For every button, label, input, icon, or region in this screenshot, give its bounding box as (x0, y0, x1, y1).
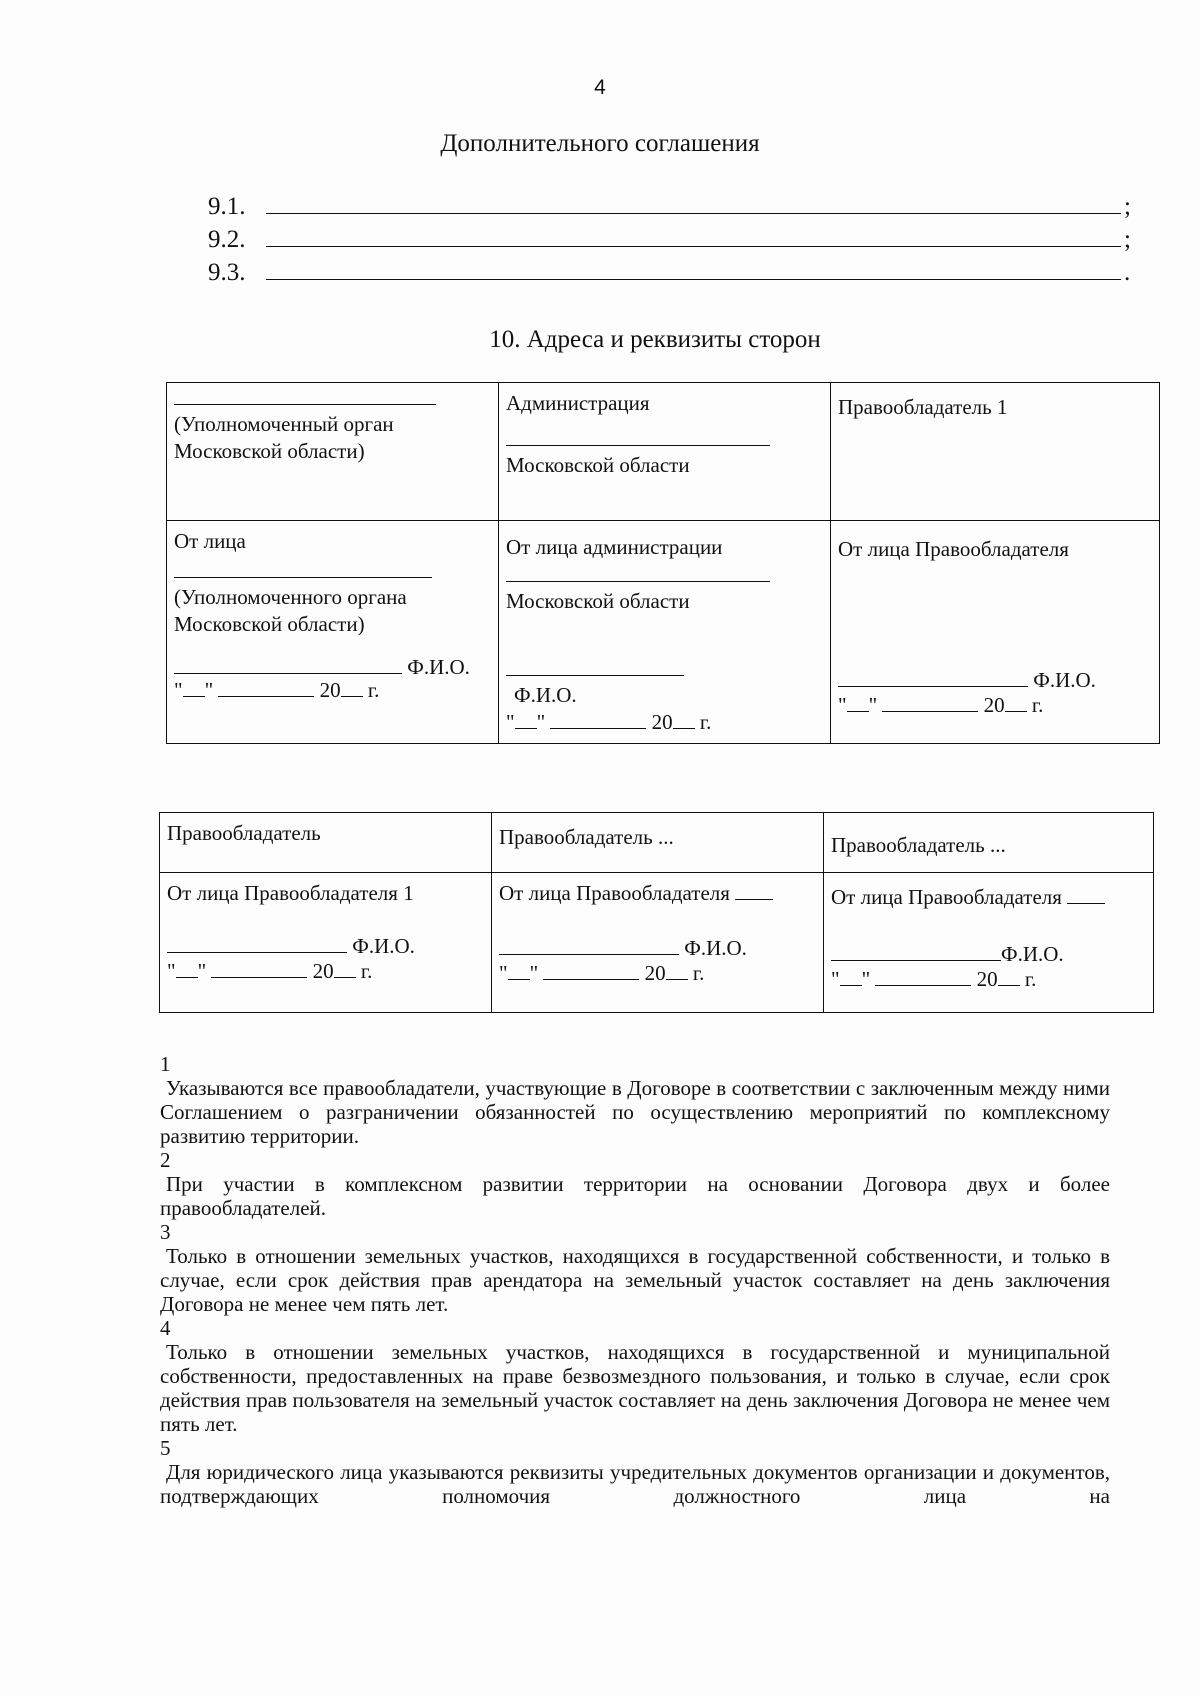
on-behalf-label: От лица (174, 529, 246, 553)
section-title: 10. Адреса и реквизиты сторон (489, 326, 821, 353)
cell-administration-signature (499, 521, 831, 744)
list-item (208, 221, 1138, 254)
fio-label: Ф.И.О. (1033, 668, 1096, 692)
footnote-number: 3 (160, 1220, 171, 1244)
rightholder-label: Правообладатель 1 (838, 395, 1008, 419)
fio-label: Ф.И.О. (514, 683, 577, 707)
footnotes (160, 1052, 1110, 1508)
list-item (208, 254, 1138, 287)
signature-row (499, 935, 816, 962)
signature-row (838, 667, 1152, 694)
blank-line (506, 445, 770, 446)
on-behalf-admin-label: От лица администрации (506, 535, 723, 559)
blank-line (174, 404, 436, 405)
on-behalf-rightholder-label: От лица Правообладателя (838, 537, 1069, 561)
item-number: 9.3. (208, 259, 246, 286)
footnote-text: Только в отношении земельных участков, находящихся в государственной собственности, и только в случае, если срок действия прав арендатора на земельный участок составляет на день заключения Договора не менее чем пять лет. (160, 1244, 1110, 1316)
date-row: " " 20 г. (167, 959, 373, 983)
item-end: ; (1124, 193, 1131, 220)
footnote-text: При участии в комплексном развитии территории на основании Договора двух и более правообладателей. (160, 1172, 1110, 1220)
footnote-number: 1 (160, 1052, 171, 1076)
date-row: " " 20 г. (499, 961, 705, 985)
cell-rightholder-header: Правообладатель ... (824, 813, 1154, 873)
cell-rightholder-1 (831, 383, 1160, 521)
authority-org-label: (Уполномоченного органа Московской области) (174, 585, 407, 636)
footnote-number: 5 (160, 1436, 171, 1460)
footnote-text: Только в отношении земельных участков, находящихся в государственной и муниципальной собственности, предоставленных на праве безвозмездного пользования, и только в случае, если срок действия прав пользователя на земельный участок составляет на день заключения Договора не менее чем пять лет. (160, 1340, 1110, 1436)
blank-line (266, 246, 1121, 247)
fio-label: Ф.И.О. (407, 655, 470, 679)
cell-rightholder-header: Правообладатель ... (492, 813, 824, 873)
signature-line (831, 942, 1001, 961)
date-row: " " 20 г. (506, 710, 712, 734)
signature-row (831, 941, 1146, 968)
cell-rightholder-signature: От лица Правообладателя 1 Ф.И.О. " " 20 г. (160, 873, 492, 1013)
list-item (208, 188, 1138, 221)
signature-line (167, 934, 347, 953)
region-label: Московской области (506, 589, 690, 613)
footnote-text: Указываются все правообладатели, участвующие в Договоре в соответствии с заключенным между ними Соглашением о разграничении обязанностей по осуществлению мероприятий по комплексному развитию территории. (160, 1076, 1110, 1148)
authority-label: (Уполномоченный орган Московской области) (174, 412, 394, 463)
administration-label: Администрация (506, 391, 650, 415)
item-number: 9.1. (208, 193, 246, 220)
blank-line (506, 581, 770, 582)
signature-row (167, 933, 484, 960)
date-row: " " 20 г. (831, 967, 1037, 991)
blank-line (174, 577, 432, 578)
item-end: . (1124, 259, 1131, 286)
page-number: 4 (594, 76, 606, 99)
footnote-number: 2 (160, 1148, 171, 1172)
requisites-table-2 (159, 812, 1154, 1013)
cell-administration (499, 383, 831, 521)
item-number: 9.2. (208, 226, 246, 253)
signature-line (499, 936, 679, 955)
date-row: " " 20 г. (838, 693, 1044, 717)
fio-label: Ф.И.О. (352, 934, 415, 958)
numbered-list (208, 188, 1138, 287)
signature-line (838, 668, 1028, 687)
footnote-number: 4 (160, 1316, 171, 1340)
fio-label: Ф.И.О. (1001, 942, 1064, 966)
cell-rightholder-signature (831, 521, 1160, 744)
requisites-table-1 (166, 382, 1160, 744)
signature-line (174, 655, 402, 674)
footnote-text: Для юридического лица указываются реквизиты учредительных документов организации и документов, подтверждающих полномочия должностного лица на (160, 1460, 1110, 1508)
cell-authority-signature (167, 521, 499, 744)
cell-rightholder-header: Правообладатель (160, 813, 492, 873)
cell-rightholder-signature: От лица Правообладателя Ф.И.О. " " 20 г. (492, 873, 824, 1013)
item-end: ; (1124, 226, 1131, 253)
cell-rightholder-signature: От лица Правообладателя Ф.И.О. " " 20 г. (824, 873, 1154, 1013)
region-label: Московской области (506, 453, 690, 477)
date-row: " " 20 г. (174, 678, 380, 702)
cell-authority (167, 383, 499, 521)
fio-label: Ф.И.О. (684, 936, 747, 960)
blank-line (266, 213, 1121, 214)
subheading: Дополнительного соглашения (440, 130, 760, 157)
signature-line (506, 675, 684, 676)
blank-line (266, 279, 1121, 280)
